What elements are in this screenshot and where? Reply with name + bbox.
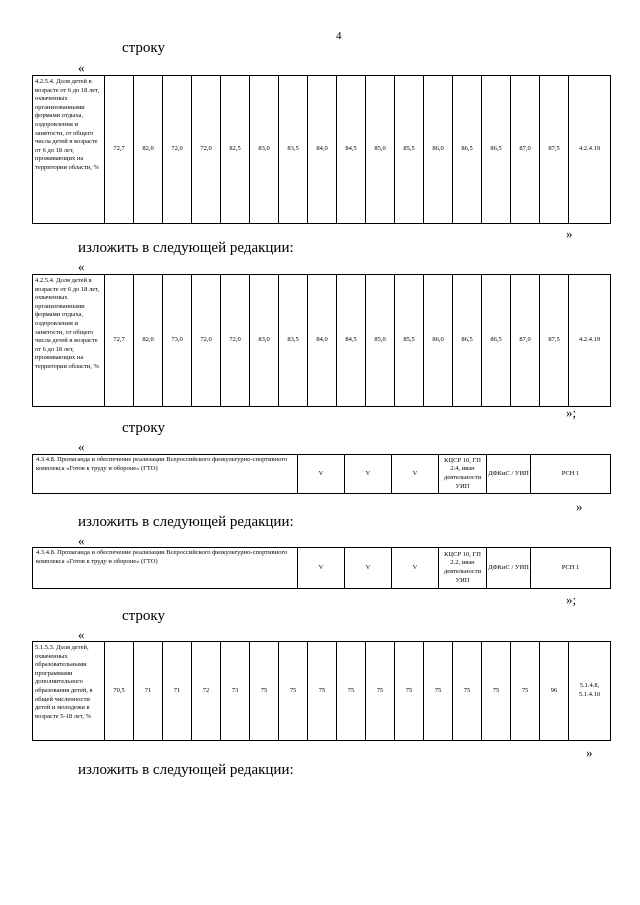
- table-5-label: 5.1.5.3. Доля детей, охваченных образовательными программами дополнительного образования детей, в общей численности детей и молодежи в возрасте 5-18 лет, %: [33, 642, 105, 741]
- table-4: [32, 547, 611, 589]
- table5-value-cell: 75: [511, 642, 540, 741]
- open-quote-1: «: [78, 60, 85, 75]
- table2-value-cell: 82,0: [134, 275, 163, 407]
- phrase-stroku-2: строку: [122, 420, 165, 436]
- table1-value-cell: 87,5: [540, 76, 569, 224]
- table1-value-cell: 83,0: [250, 76, 279, 224]
- table-4-dept: ДФКиС / УИП: [487, 548, 531, 589]
- table1-value-cell: 83,5: [279, 76, 308, 224]
- table-4-label: 4.3.4.8. Пропаганда и обеспечение реализации Всероссийского физкультурно-спортивного комплекса «Готов к труду и обороне» (ГТО): [33, 548, 298, 589]
- table5-value-cell: 70,5: [105, 642, 134, 741]
- table1-value-cell: 84,5: [337, 76, 366, 224]
- table2-value-cell: 72,0: [192, 275, 221, 407]
- table-3-mark: V: [345, 455, 392, 494]
- table2-value-cell: 86,5: [482, 275, 511, 407]
- phrase-stroku-1: строку: [122, 40, 165, 56]
- table-5-row: [33, 642, 611, 741]
- table5-value-cell: 75: [308, 642, 337, 741]
- table-2-label: 4.2.5.4. Доля детей в возрасте от 6 до 18 лет, охваченных организованными формами отдыха, оздоровления и занятости, от общего числа детей в возрасте от 6 до 18 лет, проживающих на территории области, %: [33, 275, 105, 407]
- table-4-kcsr: КЦСР 10, ГП 2.2, иван деятельности УИП: [439, 548, 487, 589]
- table-3-kcsr: КЦСР 10, ГП 2.4, иван деятельности УИП: [439, 455, 487, 494]
- table5-value-cell: 71: [134, 642, 163, 741]
- close-quote-semi-2: »;: [566, 592, 577, 607]
- table-3-dept: ДФКиС / УИП: [487, 455, 531, 494]
- open-quote-2: «: [78, 259, 85, 274]
- phrase-stroku-3: строку: [122, 608, 165, 624]
- table1-value-cell: 86,0: [424, 76, 453, 224]
- table1-value-cell: 72,7: [105, 76, 134, 224]
- table-5: [32, 641, 611, 741]
- close-quote-1: »: [566, 226, 573, 241]
- table1-value-cell: 86,5: [482, 76, 511, 224]
- phrase-izlozhit-2: изложить в следующей редакции:: [78, 514, 294, 530]
- table5-value-cell: 96: [540, 642, 569, 741]
- table1-value-cell: 85,5: [395, 76, 424, 224]
- table5-value-cell: 75: [482, 642, 511, 741]
- table2-ref-cell: 4.2.4.19: [569, 275, 611, 407]
- table-3: [32, 454, 611, 494]
- table2-value-cell: 83,5: [279, 275, 308, 407]
- table5-value-cell: 75: [366, 642, 395, 741]
- table2-value-cell: 72,0: [221, 275, 250, 407]
- table-2: [32, 274, 611, 407]
- table5-value-cell: 73: [221, 642, 250, 741]
- table1-value-cell: 82,5: [221, 76, 250, 224]
- table2-value-cell: 72,7: [105, 275, 134, 407]
- table2-value-cell: 86,0: [424, 275, 453, 407]
- table5-value-cell: 75: [395, 642, 424, 741]
- table1-value-cell: 72,0: [163, 76, 192, 224]
- table2-value-cell: 85,0: [366, 275, 395, 407]
- close-quote-2: »: [576, 499, 583, 514]
- table-1: [32, 75, 611, 224]
- table-3-label: 4.3.4.8. Пропаганда и обеспечение реализации Всероссийского физкультурно-спортивного комплекса «Готов к труду и обороне» (ГТО): [33, 455, 298, 494]
- table5-ref-cell: 5.1.4.8, 5.1.4.10: [569, 642, 611, 741]
- table5-value-cell: 71: [163, 642, 192, 741]
- table1-ref-cell: 4.2.4.19: [569, 76, 611, 224]
- table2-value-cell: 84,5: [337, 275, 366, 407]
- table-4-row: [33, 548, 611, 589]
- table-3-mark: V: [298, 455, 345, 494]
- page-number: 4: [336, 30, 342, 42]
- table-3-row: [33, 455, 611, 494]
- table1-value-cell: 85,0: [366, 76, 395, 224]
- table1-value-cell: 72,0: [192, 76, 221, 224]
- table-3-mark: V: [392, 455, 439, 494]
- table5-value-cell: 75: [453, 642, 482, 741]
- table-4-mark: V: [298, 548, 345, 589]
- table-4-mark: V: [392, 548, 439, 589]
- close-quote-3: »: [586, 745, 593, 760]
- table5-value-cell: 75: [337, 642, 366, 741]
- table5-value-cell: 75: [279, 642, 308, 741]
- table-2-row: [33, 275, 611, 407]
- open-quote-4: «: [78, 533, 85, 548]
- close-quote-semi-1: »;: [566, 405, 577, 420]
- phrase-izlozhit-3: изложить в следующей редакции:: [78, 762, 294, 778]
- open-quote-5: «: [78, 627, 85, 642]
- table1-value-cell: 82,0: [134, 76, 163, 224]
- table2-value-cell: 73,0: [163, 275, 192, 407]
- open-quote-3: «: [78, 439, 85, 454]
- table-4-rsn: РСН 1: [531, 548, 611, 589]
- table-1-label: 4.2.5.4. Доля детей в возрасте от 6 до 18 лет, охваченных организованными формами отдыха, оздоровления и занятости, от общего числа детей в возрасте от 6 до 18 лет, проживающих на территории области, %: [33, 76, 105, 224]
- table5-value-cell: 75: [424, 642, 453, 741]
- table5-value-cell: 72: [192, 642, 221, 741]
- table1-value-cell: 84,0: [308, 76, 337, 224]
- table-1-row: [33, 76, 611, 224]
- phrase-izlozhit-1: изложить в следующей редакции:: [78, 240, 294, 256]
- table-4-mark: V: [345, 548, 392, 589]
- table1-value-cell: 87,0: [511, 76, 540, 224]
- table2-value-cell: 84,0: [308, 275, 337, 407]
- table2-value-cell: 86,5: [453, 275, 482, 407]
- table2-value-cell: 83,0: [250, 275, 279, 407]
- table2-value-cell: 87,0: [511, 275, 540, 407]
- table1-value-cell: 86,5: [453, 76, 482, 224]
- table2-value-cell: 87,5: [540, 275, 569, 407]
- table-3-rsn: РСН 1: [531, 455, 611, 494]
- table5-value-cell: 75: [250, 642, 279, 741]
- table2-value-cell: 85,5: [395, 275, 424, 407]
